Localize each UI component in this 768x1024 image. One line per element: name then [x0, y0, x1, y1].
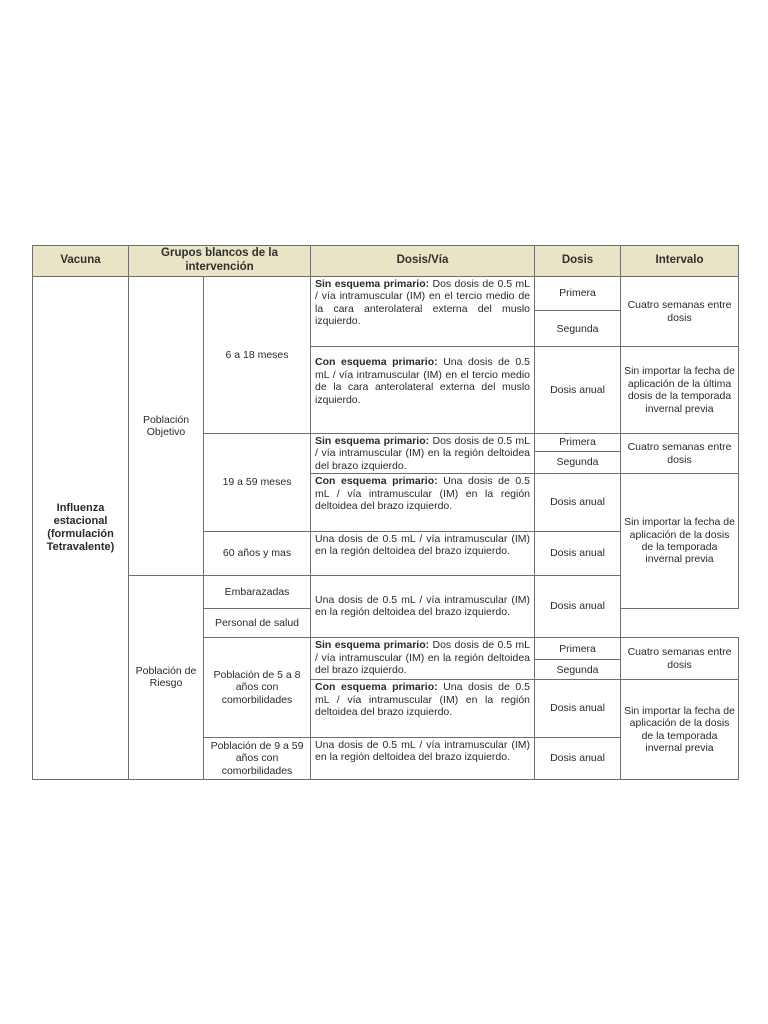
dosis-via-text: Una dosis de 0.5 mL / vía intramuscular (IM) en la región deltoidea del brazo izquierdo.	[315, 532, 531, 557]
dosis-via-cell	[311, 474, 535, 531]
header-vacuna: Vacuna	[33, 246, 129, 277]
dosis-segunda: Segunda	[535, 660, 621, 680]
subgroup-5-8-anos: Población de 5 a 8 años con comorbilidades	[204, 638, 311, 738]
header-dosis: Dosis	[535, 246, 621, 277]
subgroup-19-59-meses: 19 a 59 meses	[204, 433, 311, 531]
intervalo-sin-importar: Sin importar la fecha de aplicación de la dosis de la temporada invernal previa	[621, 474, 739, 609]
intervalo-sin-importar: Sin importar la fecha de aplicación de la dosis de la temporada invernal previa	[621, 680, 739, 780]
dosis-via-cell	[311, 531, 535, 575]
dosis-via-text: Dos dosis de 0.5 mL / vía intramuscular (IM) en la región deltoidea del brazo izquierdo.	[315, 434, 531, 472]
subgroup-personal-salud: Personal de salud	[204, 608, 311, 637]
dosis-via-text: Dos dosis de 0.5 mL / vía intramuscular (IM) en la región deltoidea del brazo izquierdo.	[315, 639, 531, 676]
intervalo-cuatro-semanas: Cuatro semanas entre dosis	[621, 638, 739, 680]
dosis-primera: Primera	[535, 277, 621, 311]
dosis-segunda: Segunda	[535, 311, 621, 347]
dosis-primera: Primera	[535, 638, 621, 660]
header-grupos: Grupos blancos de la intervención	[129, 246, 311, 277]
dosis-anual: Dosis anual	[535, 680, 621, 737]
vacuna-cell: Influenza estacional (formulación Tetravalente)	[33, 277, 129, 780]
intervalo-cuatro-semanas: Cuatro semanas entre dosis	[621, 277, 739, 347]
dosis-primera: Primera	[535, 433, 621, 451]
dosis-anual: Dosis anual	[535, 531, 621, 575]
intervalo-sin-importar: Sin importar la fecha de aplicación de la última dosis de la temporada invernal previa	[621, 347, 739, 433]
dosis-via-cell	[311, 638, 535, 680]
subgroup-9-59-anos: Población de 9 a 59 años con comorbilidades	[204, 737, 311, 779]
vaccine-table	[32, 245, 739, 780]
sin-esquema-label: Sin esquema primario:	[315, 639, 430, 652]
dosis-anual: Dosis anual	[535, 737, 621, 779]
dosis-anual: Dosis anual	[535, 474, 621, 531]
sin-esquema-label: Sin esquema primario:	[315, 278, 430, 290]
dosis-via-cell	[311, 575, 535, 637]
con-esquema-label: Con esquema primario:	[315, 475, 438, 488]
dosis-anual: Dosis anual	[535, 575, 621, 637]
dosis-via-cell	[311, 347, 535, 433]
subgroup-embarazadas: Embarazadas	[204, 575, 311, 608]
dosis-via-text: Una dosis de 0.5 mL / vía intramuscular (IM) en la región deltoidea del brazo izquierdo.	[315, 475, 531, 512]
con-esquema-label: Con esquema primario:	[315, 681, 438, 694]
dosis-via-cell	[311, 433, 535, 473]
group-poblacion-objetivo: Población Objetivo	[129, 277, 204, 576]
header-dosis-via: Dosis/Vía	[311, 246, 535, 277]
dosis-via-text: Una dosis de 0.5 mL / vía intramuscular (IM) en la región deltoidea del brazo izquierdo.	[315, 738, 531, 764]
group-poblacion-riesgo: Población de Riesgo	[129, 575, 204, 779]
con-esquema-label: Con esquema primario:	[315, 356, 438, 369]
dosis-via-text: Dos dosis de 0.5 mL / vía intramuscular (IM) en el tercio medio de la cara anterolateral externa del muslo izquierdo.	[315, 278, 531, 328]
subgroup-60-anos: 60 años y mas	[204, 531, 311, 575]
dosis-via-text: Una dosis de 0.5 mL / vía intramuscular (IM) en el tercio medio de la cara anterolateral externa del muslo izquierdo.	[315, 356, 531, 406]
dosis-via-text: Una dosis de 0.5 mL / vía intramuscular (IM) en la región deltoidea del brazo izquierdo.	[315, 681, 531, 719]
intervalo-cuatro-semanas: Cuatro semanas entre dosis	[621, 433, 739, 473]
dosis-segunda: Segunda	[535, 452, 621, 474]
dosis-via-cell	[311, 680, 535, 737]
header-intervalo: Intervalo	[621, 246, 739, 277]
dosis-anual: Dosis anual	[535, 347, 621, 433]
subgroup-6-18-meses: 6 a 18 meses	[204, 277, 311, 434]
dosis-via-cell	[311, 737, 535, 779]
dosis-via-text: Una dosis de 0.5 mL / vía intramuscular (IM) en la región deltoidea del brazo izquierdo.	[315, 594, 531, 619]
dosis-via-cell	[311, 277, 535, 347]
sin-esquema-label: Sin esquema primario:	[315, 434, 430, 447]
